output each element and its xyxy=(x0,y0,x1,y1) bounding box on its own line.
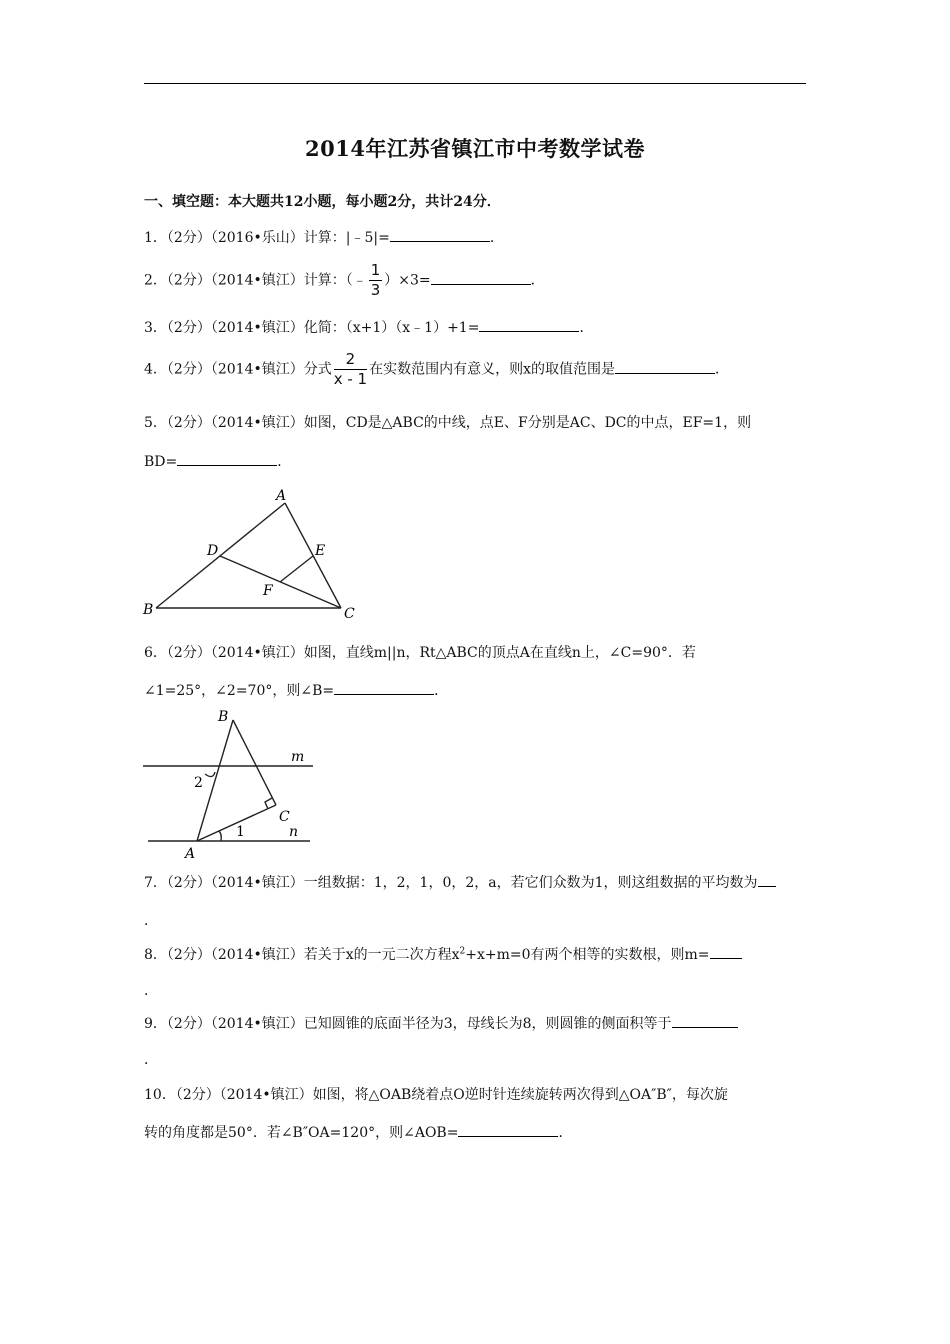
label-c: C xyxy=(279,809,290,825)
header-rule xyxy=(144,83,806,84)
segment-bc xyxy=(233,720,276,805)
question-1: 1．（2分）（2016•乐山）计算：|﹣5|= ． xyxy=(144,230,504,246)
fraction-one-third: $\frac{1}{3}$ xyxy=(370,261,381,299)
section-heading: 一、填空题：本大题共12小题，每小题2分，共计24分． xyxy=(144,194,501,210)
label-b: B xyxy=(143,602,154,618)
segment-ac xyxy=(285,503,341,608)
answer-blank[interactable] xyxy=(390,240,490,242)
label-a: A xyxy=(185,846,196,862)
question-9: 9．（2分）（2014•镇江）已知圆锥的底面半径为3，母线长为8，则圆锥的侧面积等于 xyxy=(144,1013,738,1033)
fraction-expression: $\frac{2}{x - 1}$ xyxy=(333,350,368,388)
question-10: 10．（2分）（2014•镇江）如图，将△OAB绕着点O逆时针连续旋转两次得到△OA″B″，每次旋 xyxy=(144,1087,728,1103)
angle-2-arc xyxy=(205,772,215,777)
answer-blank[interactable] xyxy=(334,693,434,695)
label-m: m xyxy=(291,749,305,765)
answer-blank[interactable] xyxy=(458,1135,558,1137)
question-5-line-2: BD= ． xyxy=(144,454,292,470)
answer-blank[interactable] xyxy=(710,957,742,959)
label-angle-2: 2 xyxy=(194,775,203,791)
label-f: F xyxy=(263,583,273,599)
question-8-end: ． xyxy=(144,983,158,999)
label-d: D xyxy=(207,543,219,559)
answer-blank[interactable] xyxy=(177,464,277,466)
question-5: 5．（2分）（2014•镇江）如图，CD是△ABC的中线，点E、F分别是AC、DC的中点，EF=1，则 xyxy=(144,415,752,431)
label-b: B xyxy=(218,709,229,725)
label-e: E xyxy=(315,543,326,559)
segment-ef xyxy=(280,556,313,582)
label-n: n xyxy=(289,824,299,840)
answer-blank[interactable] xyxy=(479,330,579,332)
answer-blank[interactable] xyxy=(615,372,715,374)
label-c: C xyxy=(344,606,355,622)
question-8: 8．（2分）（2014•镇江）若关于x的一元二次方程$x^2+x+m=0$有两个相等的实数根，则m= xyxy=(144,944,742,964)
question-9-end: ． xyxy=(144,1052,158,1068)
question-7-end: ． xyxy=(144,913,158,929)
question-10-line-2: 转的角度都是50°．若∠B″OA=120°，则∠AOB= ． xyxy=(144,1125,573,1141)
answer-blank[interactable] xyxy=(431,283,531,285)
question-3: 3．（2分）（2014•镇江）化简：（x+1）（x﹣1）+1= ． xyxy=(144,320,594,336)
figure-triangle-abc xyxy=(138,485,368,625)
page-title: 2014年江苏省镇江市中考数学试卷 xyxy=(305,136,645,161)
answer-blank[interactable] xyxy=(758,885,776,887)
question-2: 2．（2分）（2014•镇江）计算：（﹣ $\frac{1}{3}$ ）×3= ． xyxy=(144,261,545,299)
angle-1-arc xyxy=(219,831,221,841)
question-4: 4．（2分）（2014•镇江）分式 $\frac{2}{x - 1}$ 在实数范围内有意义，则x的取值范围是 ． xyxy=(144,350,730,388)
question-7: 7．（2分）（2014•镇江）一组数据：1，2，1，0，2，a，若它们众数为1，则这组数据的平均数为 xyxy=(144,872,776,892)
answer-blank[interactable] xyxy=(672,1026,738,1028)
question-6-line-2: ∠1=25°，∠2=70°，则∠B= ． xyxy=(144,683,449,699)
question-6: 6．（2分）（2014•镇江）如图，直线m||n，Rt△ABC的顶点A在直线n上，∠C=90°．若 xyxy=(144,645,696,661)
label-angle-1: 1 xyxy=(236,824,245,840)
label-a: A xyxy=(276,488,287,504)
figure-parallel-lines xyxy=(138,708,328,863)
